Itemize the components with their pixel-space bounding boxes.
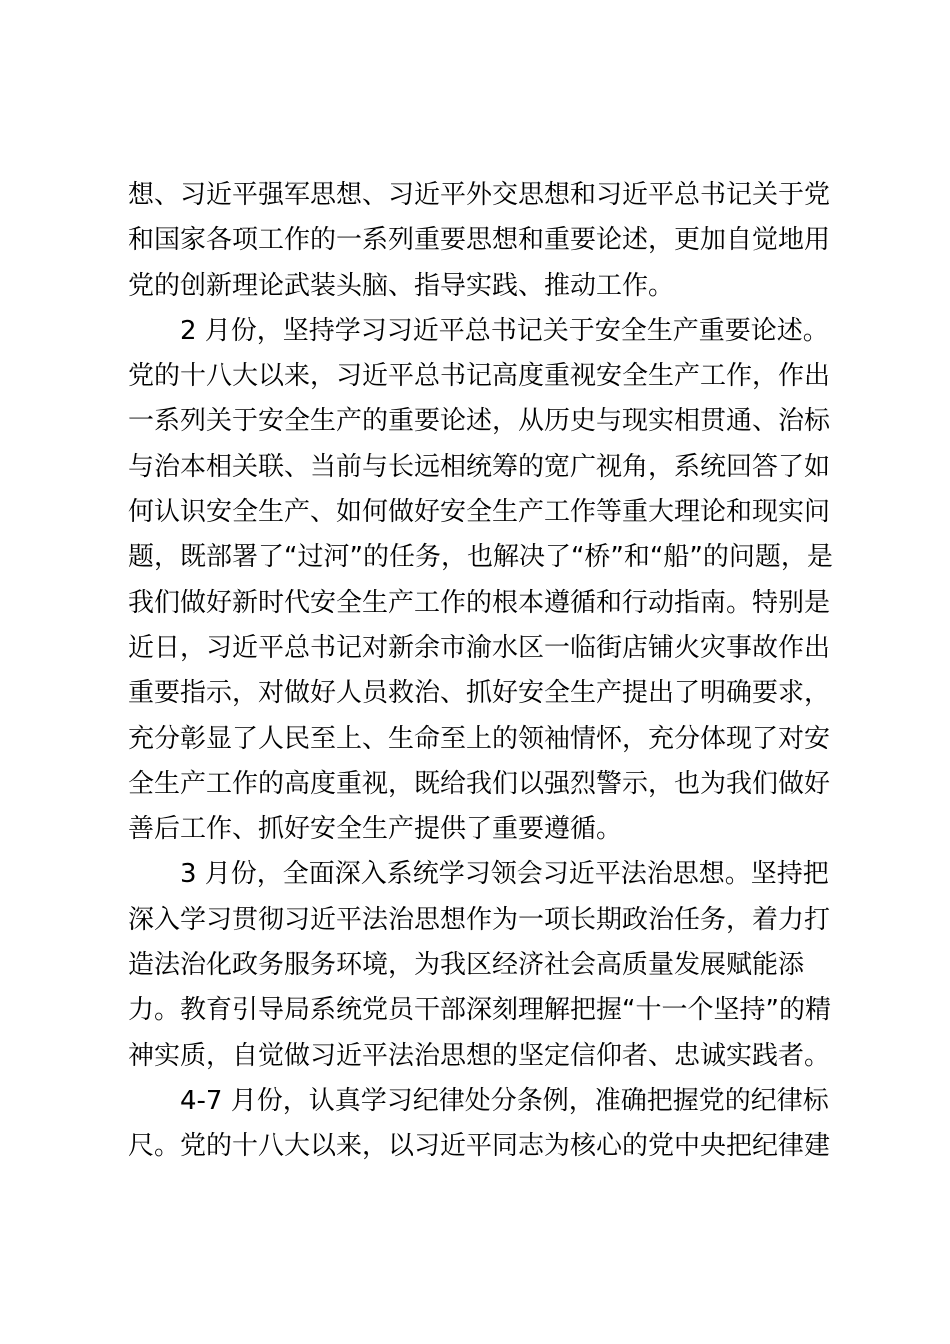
- text-line: 一系列关于安全生产的重要论述，从历史与现实相贯通、治标: [128, 406, 831, 437]
- text-line: 力。教育引导局系统党员干部深刻理解把握“十一个坚持”的精: [128, 995, 831, 1026]
- text-line: 善后工作、抓好安全生产提供了重要遵循。: [128, 814, 623, 845]
- text-line: 重要指示，对做好人员救治、抓好安全生产提出了明确要求，: [128, 678, 831, 709]
- document-body: [128, 173, 833, 1170]
- text-line: 造法治化政务服务环境，为我区经济社会高质量发展赋能添: [128, 950, 805, 981]
- paragraph-2: [128, 309, 833, 853]
- text-line: 党的创新理论武装头脑、指导实践、推动工作。: [128, 270, 675, 301]
- text-line: 全生产工作的高度重视，既给我们以强烈警示，也为我们做好: [128, 768, 831, 799]
- text-line: 3 月份，全面深入系统学习领会习近平法治思想。坚持把: [180, 859, 829, 890]
- text-line: 何认识安全生产、如何做好安全生产工作等重大理论和现实问: [128, 497, 831, 528]
- paragraph-1: [128, 173, 831, 309]
- text-line: 深入学习贯彻习近平法治思想作为一项长期政治任务，着力打: [128, 904, 831, 935]
- text-line: 题，既部署了“过河”的任务，也解决了“桥”和“船”的问题，是: [128, 542, 833, 573]
- text-line: 我们做好新时代安全生产工作的根本遵循和行动指南。特别是: [128, 587, 831, 618]
- text-line: 2 月份，坚持学习习近平总书记关于安全生产重要论述。: [180, 315, 829, 346]
- text-line: 神实质，自觉做习近平法治思想的坚定信仰者、忠诚实践者。: [128, 1040, 831, 1071]
- text-line: 充分彰显了人民至上、生命至上的领袖情怀，充分体现了对安: [128, 723, 831, 754]
- paragraph-4: [128, 1079, 831, 1170]
- text-line: 和国家各项工作的一系列重要思想和重要论述，更加自觉地用: [128, 225, 831, 256]
- text-line: 想、习近平强军思想、习近平外交思想和习近平总书记关于党: [128, 180, 831, 210]
- text-line: 近日，习近平总书记对新余市渝水区一临街店铺火灾事故作出: [128, 632, 831, 663]
- text-line: 与治本相关联、当前与长远相统筹的宽广视角，系统回答了如: [128, 451, 831, 482]
- text-line: 党的十八大以来，习近平总书记高度重视安全生产工作，作出: [128, 361, 831, 392]
- text-line: 尺。党的十八大以来，以习近平同志为核心的党中央把纪律建: [128, 1131, 831, 1162]
- paragraph-3: [128, 852, 831, 1078]
- text-line: 4-7 月份，认真学习纪律处分条例，准确把握党的纪律标: [180, 1085, 829, 1116]
